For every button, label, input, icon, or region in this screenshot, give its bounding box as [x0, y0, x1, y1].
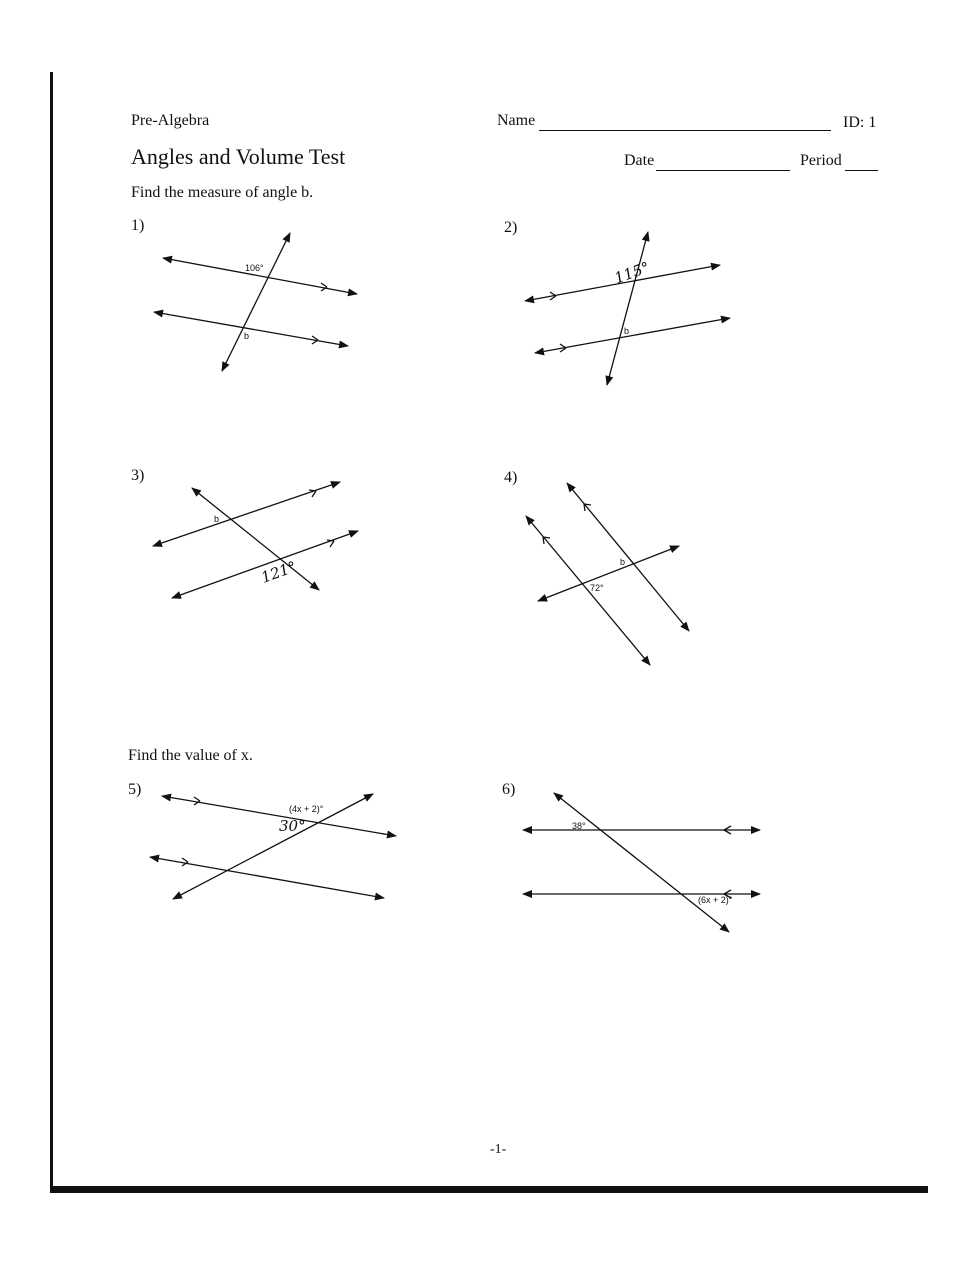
id-label: ID: 1	[843, 114, 877, 131]
problem-1-number: 1)	[131, 217, 145, 234]
period-label: Period	[800, 152, 842, 169]
angle-label-given: (4x + 2)°	[289, 804, 324, 814]
angle-label-given-b: (6x + 2)°	[698, 895, 733, 905]
handwritten-angle: 121°	[258, 557, 299, 587]
angle-label-given: 72°	[590, 583, 604, 593]
handwritten-angle: 115°	[611, 258, 653, 288]
problem-5-number: 5)	[128, 781, 142, 798]
transversal	[554, 793, 729, 932]
problem-2-number: 2)	[504, 219, 518, 236]
angle-label-given-a: 38°	[572, 821, 586, 831]
angle-label-b: b	[624, 326, 630, 336]
angle-label-b: b	[244, 331, 250, 341]
problem-4-number: 4)	[504, 469, 518, 486]
name-label: Name	[497, 112, 536, 129]
test-title: Angles and Volume Test	[131, 144, 346, 169]
instruction-angle-b: Find the measure of angle b.	[131, 184, 314, 201]
angle-label-b: b	[620, 557, 626, 567]
handwritten-angle: 30°	[279, 817, 306, 835]
course-name: Pre-Algebra	[131, 112, 210, 129]
problem-3-number: 3)	[131, 467, 145, 484]
problem-6-number: 6)	[502, 781, 516, 798]
date-label: Date	[624, 152, 655, 169]
angle-label-given: 106°	[245, 263, 264, 273]
angle-label-b: b	[214, 514, 220, 524]
page-number: -1-	[490, 1142, 507, 1157]
instruction-value-x: Find the value of x.	[128, 747, 253, 764]
